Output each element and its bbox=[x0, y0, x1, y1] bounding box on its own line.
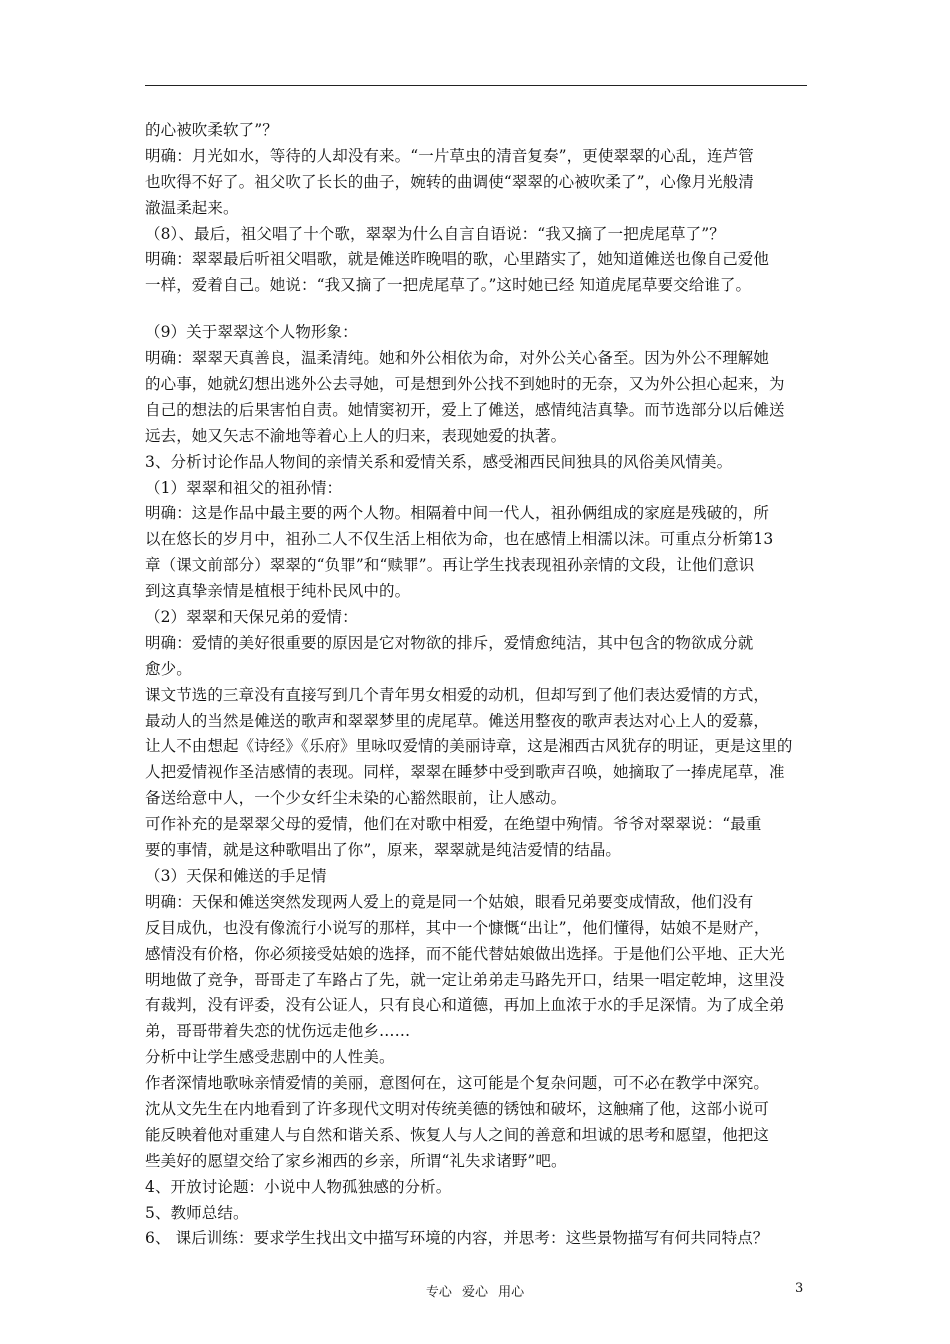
text-line: 章（课文前部分）翠翠的“负罪”和“赎罪”。再让学生找表现祖孙亲情的文段，让他们意识 bbox=[145, 556, 755, 575]
text-line: 明地做了竞争，哥哥走了车路占了先，就一定让弟弟走马路先开口，结果一唱定乾坤，这里没 bbox=[145, 970, 785, 989]
text-line: （3）天保和傩送的手足情 bbox=[145, 866, 327, 885]
text-line: 也吹得不好了。祖父吹了长长的曲子，婉转的曲调使“翠翠的心被吹柔了”，心像月光般清 bbox=[145, 172, 754, 191]
text-line: （1）翠翠和祖父的祖孙情： bbox=[145, 478, 343, 497]
text-line: 能反映着他对重建人与自然和谐关系、恢复人与人之间的善意和坦诚的思考和愿望，他把这 bbox=[145, 1125, 770, 1144]
document-body bbox=[145, 118, 825, 1252]
text-line: 明确：月光如水，等待的人却没有来。“一片草虫的清音复奏”，更使翠翠的心乱，连芦管 bbox=[145, 146, 754, 165]
text-line: 人把爱情视作圣洁感情的表现。同样，翠翠在睡梦中受到歌声召唤，她摘取了一捧虎尾草，准 bbox=[145, 763, 785, 782]
text-line: 的心事，她就幻想出逃外公去寻她，可是想到外公找不到她时的无奈，又为外公担心起来，为 bbox=[145, 375, 785, 394]
text-line: 远去，她又矢志不渝地等着心上人的归来，表现她爱的执著。 bbox=[145, 426, 567, 445]
text-line: （9）关于翠翠这个人物形象： bbox=[145, 323, 358, 342]
text-line: 的心被吹柔软了”？ bbox=[145, 121, 278, 139]
text-line: 到这真挚亲情是植根于纯朴民风中的。 bbox=[145, 582, 411, 601]
text-line: 明确：这是作品中最主要的两个人物。相隔着中间一代人，祖孙俩组成的家庭是残破的，所 bbox=[145, 504, 770, 523]
text-line: 作者深情地歌咏亲情爱情的美丽，意图何在，这可能是个复杂问题，可不必在教学中深究。 bbox=[145, 1074, 770, 1093]
text-line: 澈温柔起来。 bbox=[145, 198, 239, 217]
text-line: 课文节选的三章没有直接写到几个青年男女相爱的动机，但却写到了他们表达爱情的方式， bbox=[145, 685, 770, 704]
text-line: 以在悠长的岁月中，祖孙二人不仅生活上相依为命，也在感情上相濡以沫。可重点分析第13 bbox=[145, 530, 774, 549]
text-line: 有裁判，没有评委，没有公证人，只有良心和道德，再加上血浓于水的手足深情。为了成全弟 bbox=[145, 996, 785, 1015]
text-line: 自己的想法的后果害怕自责。她情窦初开，爱上了傩送，感情纯洁真挚。而节选部分以后傩送 bbox=[145, 400, 785, 419]
text-line: 感情没有价格，你必须接受姑娘的选择，而不能代替姑娘做出选择。于是他们公平地、正大光 bbox=[145, 944, 785, 963]
text-line: 反目成仇，也没有像流行小说写的那样，其中一个慷慨“出让”，他们懂得，姑娘不是财产， bbox=[145, 918, 770, 937]
text-line: 一样，爱着自己。她说：“我又摘了一把虎尾草了。”这时她已经 知道虎尾草要交给谁了。 bbox=[145, 276, 752, 295]
page-number: 3 bbox=[795, 1281, 804, 1296]
text-line: 明确：爱情的美好很重要的原因是它对物欲的排斥，爱情愈纯洁，其中包含的物欲成分就 bbox=[145, 633, 754, 652]
text-line: 5、教师总结。 bbox=[145, 1203, 249, 1222]
text-line: 沈从文先生在内地看到了许多现代文明对传统美德的锈蚀和破坏，这触痛了他，这部小说可 bbox=[145, 1099, 770, 1118]
text-line: 6、 课后训练：要求学生找出文中描写环境的内容，并思考：这些景物描写有何共同特点？ bbox=[145, 1229, 769, 1248]
text-line: 可作补充的是翠翠父母的爱情，他们在对歌中相爱，在绝望中殉情。爷爷对翠翠说：“最重 bbox=[145, 815, 762, 834]
text-line: （8）、最后，祖父唱了十个歌，翠翠为什么自言自语说：“我又摘了一把虎尾草了”？ bbox=[145, 224, 725, 243]
text-line: 愈少。 bbox=[145, 659, 192, 678]
text-line: 4、开放讨论题：小说中人物孤独感的分析。 bbox=[145, 1177, 452, 1196]
text-line: 备送给意中人，一个少女纤尘未染的心豁然眼前，让人感动。 bbox=[145, 789, 567, 808]
paragraph-gap bbox=[145, 299, 825, 320]
text-line: 3、分析讨论作品人物间的亲情关系和爱情关系，感受湘西民间独具的风俗美风情美。 bbox=[145, 452, 733, 471]
text-line: 弟，哥哥带着失恋的忧伤远走他乡…… bbox=[145, 1022, 411, 1041]
text-line: 明确：天保和傩送突然发现两人爱上的竟是同一个姑娘，眼看兄弟要变成情敌，他们没有 bbox=[145, 892, 754, 911]
text-line: 让人不由想起《诗经》《乐府》里咏叹爱情的美丽诗章，这是湘西古风犹存的明证，更是这里的 bbox=[145, 737, 793, 756]
text-line: 些美好的愿望交给了家乡湘西的乡亲，所谓“礼失求诸野”吧。 bbox=[145, 1151, 567, 1170]
footer-motto: 专心 爱心 用心 bbox=[425, 1285, 525, 1300]
header-rule bbox=[145, 85, 807, 86]
text-line: 明确：翠翠天真善良，温柔清纯。她和外公相依为命，对外公关心备至。因为外公不理解她 bbox=[145, 349, 770, 368]
text-line: 最动人的当然是傩送的歌声和翠翠梦里的虎尾草。傩送用整夜的歌声表达对心上人的爱慕， bbox=[145, 711, 770, 730]
text-line: 要的事情，就是这种歌唱出了你”，原来，翠翠就是纯洁爱情的结晶。 bbox=[145, 841, 622, 860]
text-line: 明确：翠翠最后听祖父唱歌，就是傩送昨晚唱的歌，心里踏实了，她知道傩送也像自己爱他 bbox=[145, 250, 770, 269]
text-line: （2）翠翠和天保兄弟的爱情： bbox=[145, 608, 358, 627]
text-line: 分析中让学生感受悲剧中的人性美。 bbox=[145, 1048, 395, 1067]
